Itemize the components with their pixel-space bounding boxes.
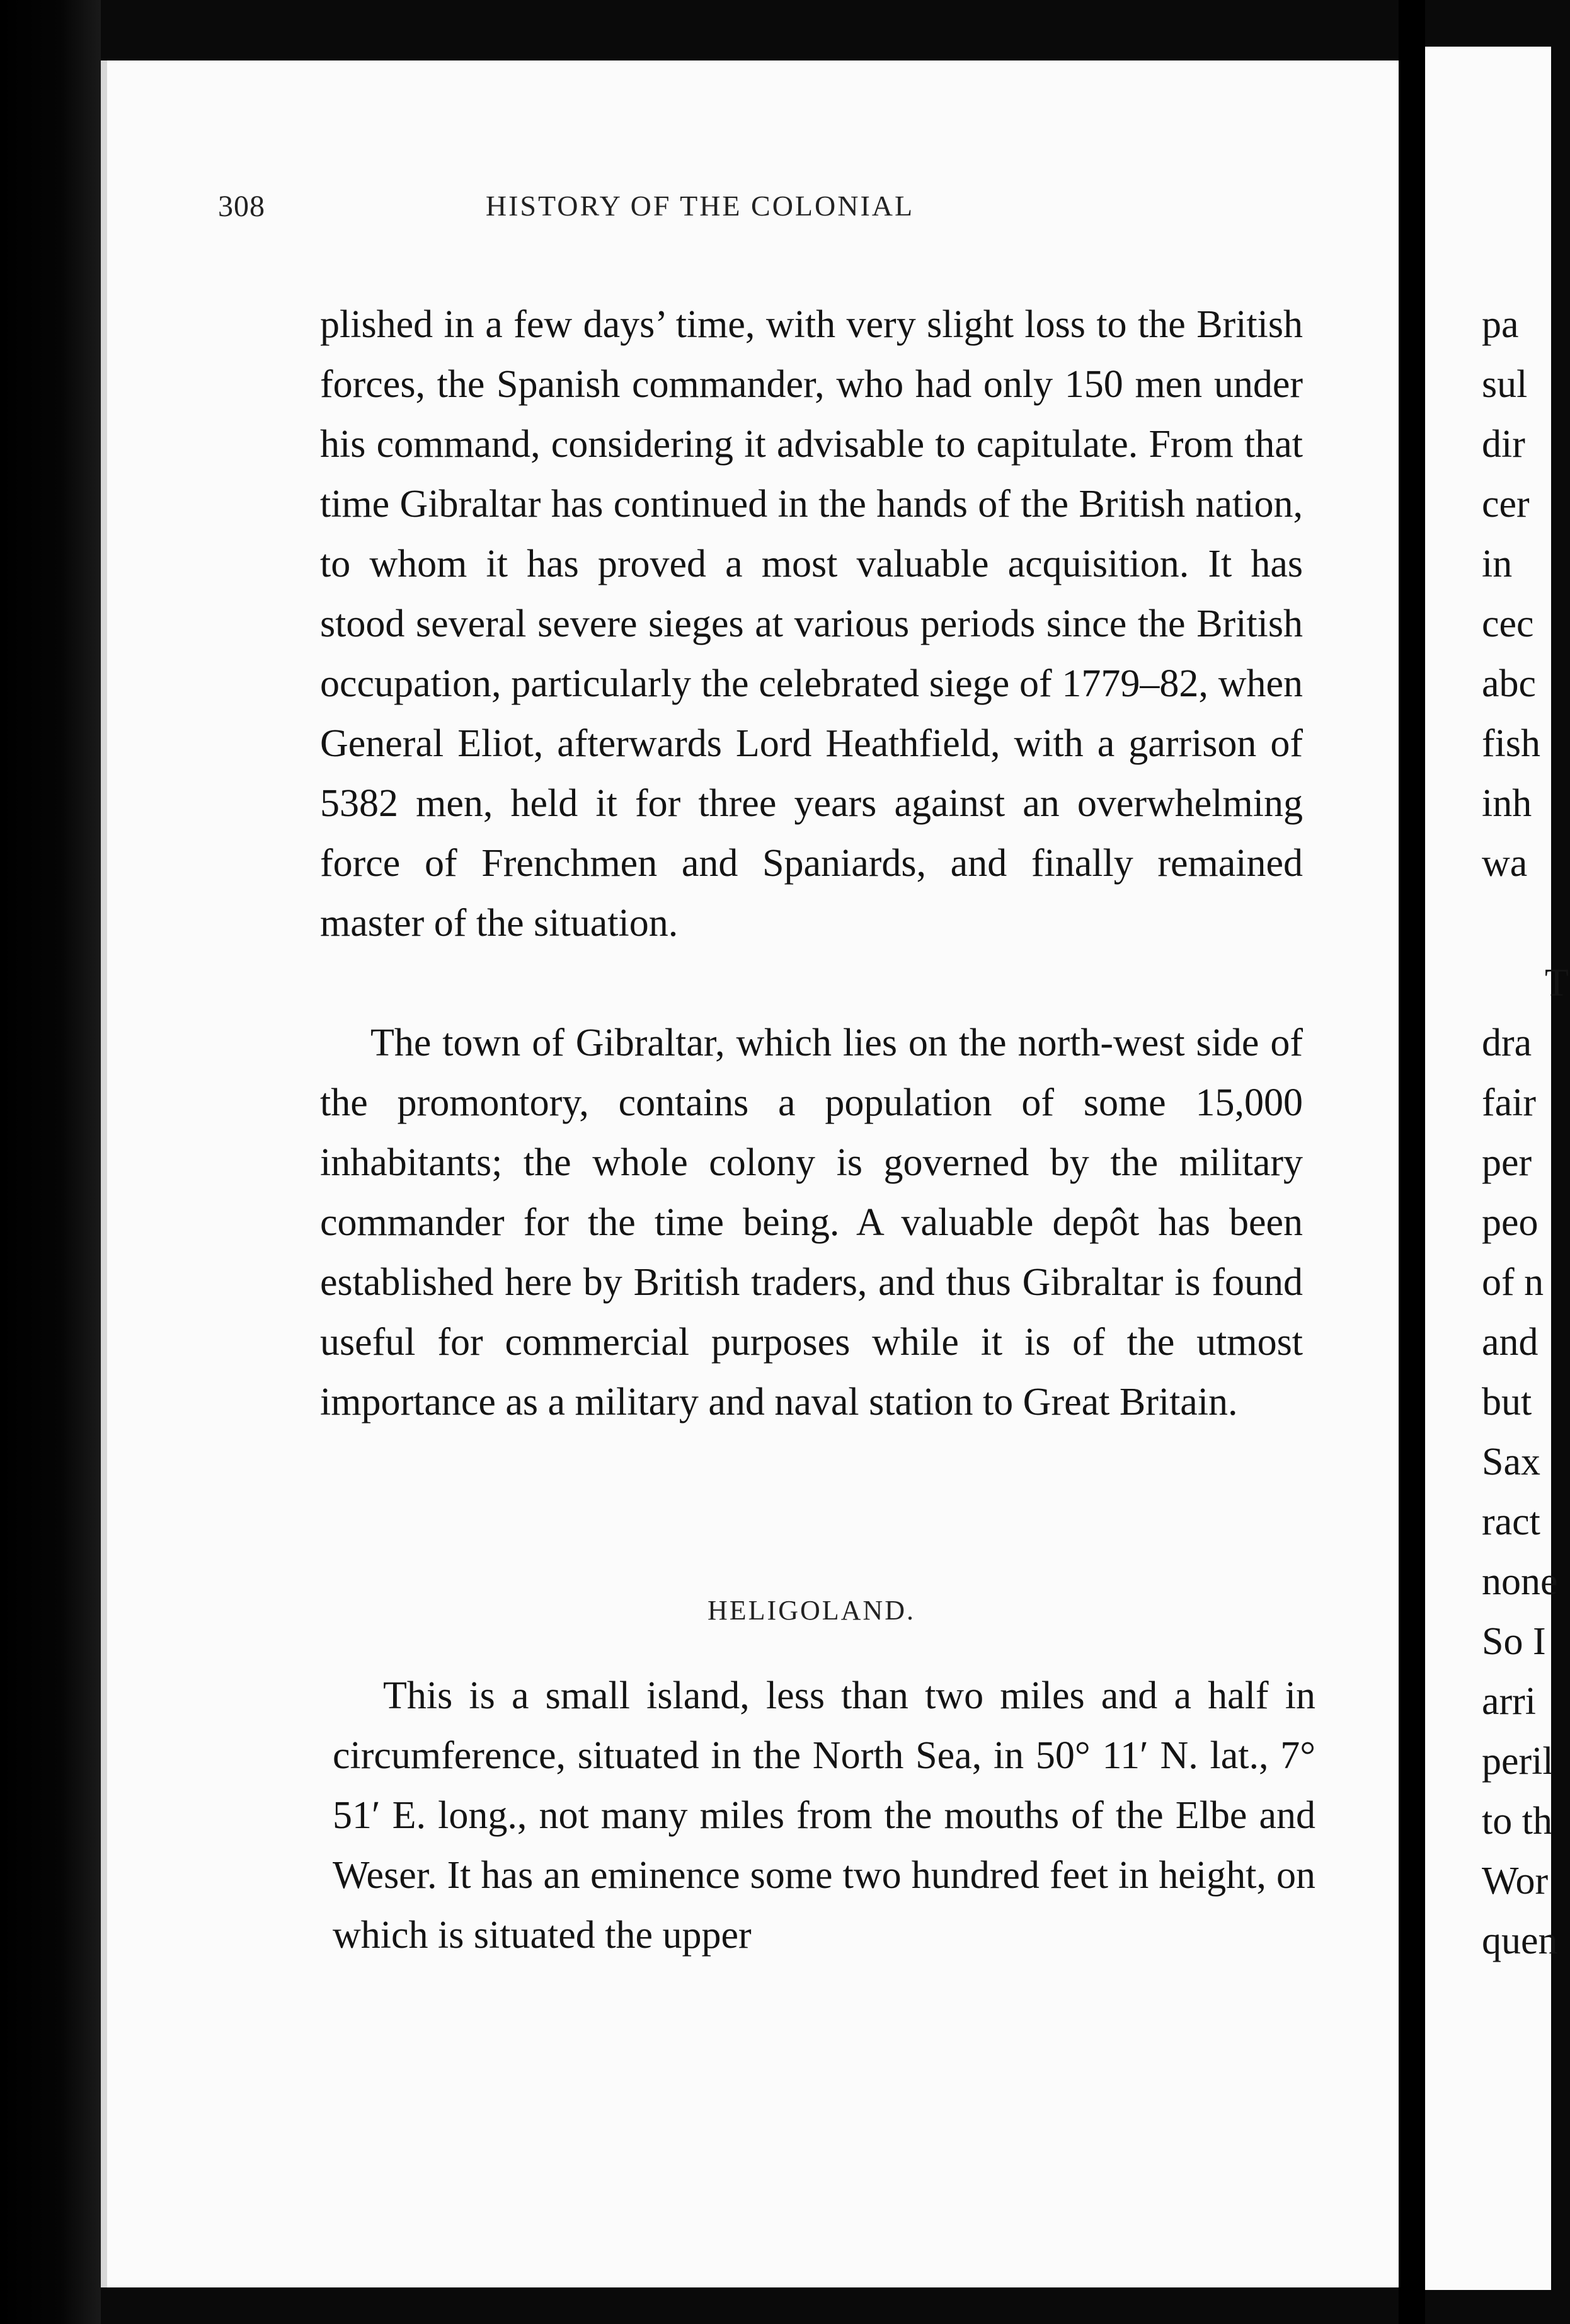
facing-line: ract	[1482, 1500, 1540, 1543]
facing-line: Wor	[1482, 1860, 1549, 1902]
facing-line: fair	[1482, 1081, 1537, 1124]
running-head	[218, 189, 1056, 239]
paragraph-gibraltar-history: plished in a few days’ time, with very slight loss to the British forces, the Spanish commander, who had only 150 men under his command, considering it advisable to capitulate. From that time Gibraltar has continued in the hands of the British nation, to whom it has proved a most valuable acquisition. It has stood several severe sieges at various periods since the British occupation, particularly the celebrated siege of 1779–82, when General Eliot, afterwards Lord Heathfield, with a garrison of 5382 men, held it for three years against an overwhelming force of Frenchmen and Spaniards, and finally remained master of the situation.	[320, 303, 1303, 945]
facing-line: Sax	[1482, 1441, 1540, 1483]
facing-line: abc	[1482, 662, 1537, 705]
paragraph-heligoland: This is a small island, less than two miles and a half in circumference, situated in the North Sea, in 50° 11′ N. lat., 7° 51′ E. long., not many miles from the mouths of the Elbe and Weser. It has an eminence some two hundred feet in height, on which is situated the upper	[333, 1674, 1315, 1957]
facing-line: of n	[1482, 1261, 1544, 1304]
facing-line: sul	[1482, 363, 1528, 406]
facing-line: pa	[1482, 303, 1519, 346]
facing-line: and	[1482, 1321, 1538, 1364]
facing-line: T	[1545, 962, 1569, 1004]
facing-line: peril	[1482, 1740, 1554, 1783]
facing-line: peo	[1482, 1201, 1538, 1244]
facing-line: fish	[1482, 722, 1540, 765]
facing-line: per	[1482, 1141, 1532, 1184]
book-spine-shadow	[0, 0, 101, 2324]
facing-line: dir	[1482, 423, 1525, 466]
facing-line: arri	[1482, 1680, 1537, 1723]
facing-line: but	[1482, 1381, 1532, 1424]
facing-line: inh	[1482, 782, 1532, 825]
facing-line: quen	[1482, 1919, 1558, 1962]
section-heading: HELIGOLAND.	[708, 1595, 915, 1626]
facing-line: to th	[1482, 1800, 1552, 1843]
facing-line: in	[1482, 543, 1513, 585]
running-title: HISTORY OF THE COLONIAL	[485, 190, 915, 222]
facing-line: So I	[1482, 1620, 1546, 1663]
facing-line: dra	[1482, 1021, 1532, 1064]
paragraph-gibraltar-town: The town of Gibraltar, which lies on the north-west side of the promontory, contains a population of some 15,000 inhabitants; the whole colony is governed by the military commander for the time being. A valuable depôt has been established here by British traders, and thus Gibraltar is found useful for commercial purposes while it is of the utmost importance as a military and naval station to Great Britain.	[320, 1021, 1303, 1424]
facing-line: wa	[1482, 842, 1528, 885]
facing-line: cec	[1482, 602, 1534, 645]
book-gutter	[1399, 0, 1425, 2324]
facing-page-text	[1482, 295, 1570, 1971]
page-number: 308	[218, 190, 265, 223]
facing-line: none	[1482, 1560, 1558, 1603]
facing-line: cer	[1482, 483, 1530, 526]
